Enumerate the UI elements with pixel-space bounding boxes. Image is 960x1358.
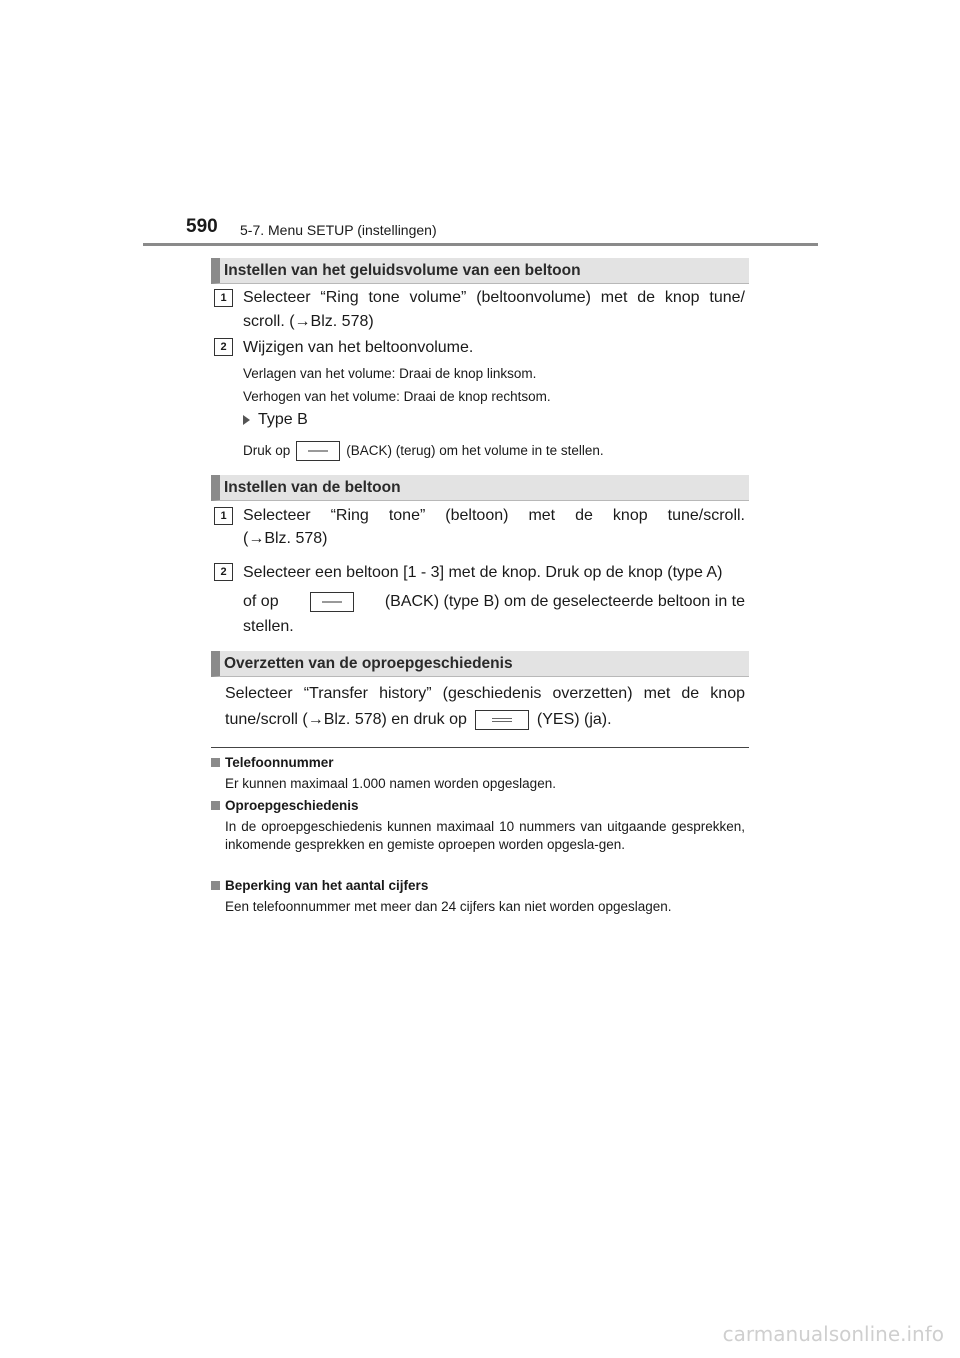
step-number-badge: 2	[214, 338, 233, 356]
square-bullet-icon	[211, 881, 220, 890]
history-text-after-button: (YES) (ja).	[536, 711, 612, 728]
note-heading-phone-number: Telefoonnummer	[211, 755, 334, 770]
header-divider	[143, 243, 818, 246]
back-button-icon	[296, 441, 340, 461]
notes-divider	[211, 747, 749, 748]
note-body: Een telefoonnummer met meer dan 24 cijfers kan niet worden opgeslagen.	[225, 899, 672, 914]
type-b-label	[243, 408, 308, 432]
history-text-line2	[225, 708, 612, 732]
step-number-badge: 1	[214, 289, 233, 307]
type-b-text: Type B	[258, 411, 308, 428]
watermark: carmanualsonline.info	[722, 1322, 944, 1346]
back-instruction-before: Druk op	[243, 443, 291, 458]
step-text: Wijzigen van het beltoonvolume.	[243, 339, 474, 356]
step-text: Selecteer “Ring tone volume” (beltoonvolume) met de knop tune/	[243, 289, 745, 306]
note-body: In de oproepgeschiedenis kunnen maximaal 10 nummers van uitgaande gesprekken, inkomende gesprekken en gemiste oproepen worden opgesla-gen.	[225, 819, 745, 852]
back-instruction-after: (BACK) (terug) om het volume in te stellen.	[346, 443, 604, 458]
section-heading-ringtone: Instellen van de beltoon	[211, 475, 749, 501]
page-number: 590	[186, 216, 218, 237]
chapter-title: 5-7. Menu SETUP (instellingen)	[240, 222, 437, 238]
triangle-bullet-icon	[243, 415, 250, 425]
section-heading-ringtone-volume: Instellen van het geluidsvolume van een beltoon	[211, 258, 749, 284]
back-button-icon	[310, 592, 354, 612]
history-text-before-button: tune/scroll (→Blz. 578) en druk op	[225, 711, 467, 728]
square-bullet-icon	[211, 801, 220, 810]
step-text: Selecteer “Ring tone” (beltoon) met de knop tune/scroll.	[243, 507, 745, 524]
back-instruction	[243, 440, 604, 462]
step-text-before-button: of op	[243, 593, 279, 610]
section-heading-transfer-history: Overzetten van de oproepgeschiedenis	[211, 651, 749, 677]
square-bullet-icon	[211, 758, 220, 767]
step-text-line3: stellen.	[243, 618, 294, 635]
step-text-continued: scroll. (→Blz. 578)	[243, 313, 374, 330]
step-text-line2	[243, 590, 745, 614]
yes-button-icon	[475, 710, 529, 730]
volume-increase-text: Verhogen van het volume: Draai de knop rechtsom.	[243, 389, 551, 404]
note-heading-digit-limit: Beperking van het aantal cijfers	[211, 878, 428, 893]
step-text-after-button: (BACK) (type B) om de geselecteerde beltoon in te	[384, 593, 745, 610]
note-heading-call-history: Oproepgeschiedenis	[211, 798, 359, 813]
step-text: Selecteer een beltoon [1 - 3] met de knop. Druk op de knop (type A)	[243, 564, 723, 581]
note-body: Er kunnen maximaal 1.000 namen worden opgeslagen.	[225, 776, 556, 791]
step-number-badge: 1	[214, 507, 233, 525]
step-text-continued: (→Blz. 578)	[243, 530, 328, 547]
history-text: Selecteer “Transfer history” (geschiedenis overzetten) met de knop	[225, 685, 745, 702]
volume-decrease-text: Verlagen van het volume: Draai de knop linksom.	[243, 366, 537, 381]
step-number-badge: 2	[214, 563, 233, 581]
